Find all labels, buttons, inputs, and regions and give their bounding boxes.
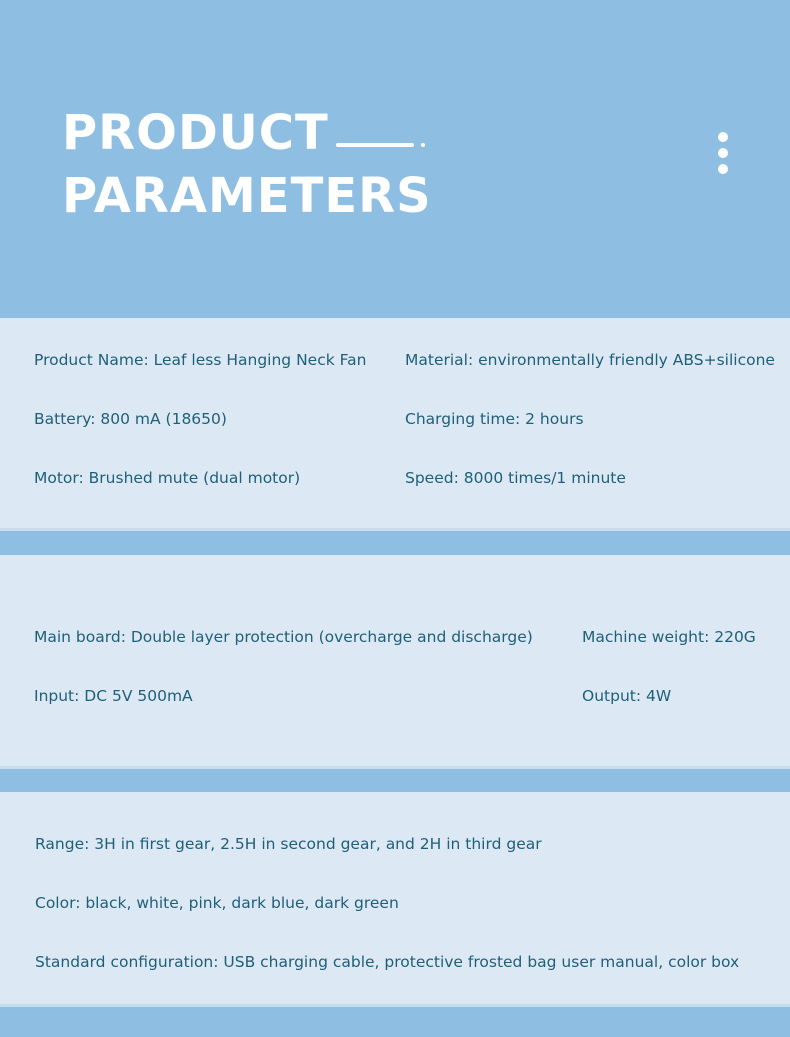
page-title xyxy=(62,102,432,228)
param-standard-configuration: Standard configuration: USB charging cable, protective frosted bag user manual, color box xyxy=(35,953,740,971)
param-material: Material: environmentally friendly ABS+silicone xyxy=(405,351,775,369)
param-input: Input: DC 5V 500mA xyxy=(34,687,193,705)
dot xyxy=(718,148,728,158)
title-line-1: PRODUCT xyxy=(62,105,329,161)
param-battery: Battery: 800 mA (18650) xyxy=(34,410,227,428)
parameters-section-3 xyxy=(0,792,790,1007)
title-underline-decoration xyxy=(336,143,414,147)
parameters-section-1 xyxy=(0,318,790,531)
param-motor: Motor: Brushed mute (dual motor) xyxy=(34,469,301,487)
header-banner xyxy=(0,0,790,318)
param-product-name: Product Name: Leaf less Hanging Neck Fan xyxy=(34,351,367,369)
param-range: Range: 3H in first gear, 2.5H in second gear, and 2H in third gear xyxy=(35,835,542,853)
dot xyxy=(718,132,728,142)
param-speed: Speed: 8000 times/1 minute xyxy=(405,469,626,487)
more-vertical-icon xyxy=(716,130,730,178)
param-color: Color: black, white, pink, dark blue, dark green xyxy=(35,894,399,912)
param-machine-weight: Machine weight: 220G xyxy=(582,628,756,646)
parameters-section-2 xyxy=(0,555,790,769)
title-dot-decoration xyxy=(421,143,425,147)
param-main-board: Main board: Double layer protection (overcharge and discharge) xyxy=(34,628,533,646)
title-line-2: PARAMETERS xyxy=(62,168,432,224)
param-output: Output: 4W xyxy=(582,687,672,705)
param-charging-time: Charging time: 2 hours xyxy=(405,410,584,428)
dot xyxy=(718,164,728,174)
